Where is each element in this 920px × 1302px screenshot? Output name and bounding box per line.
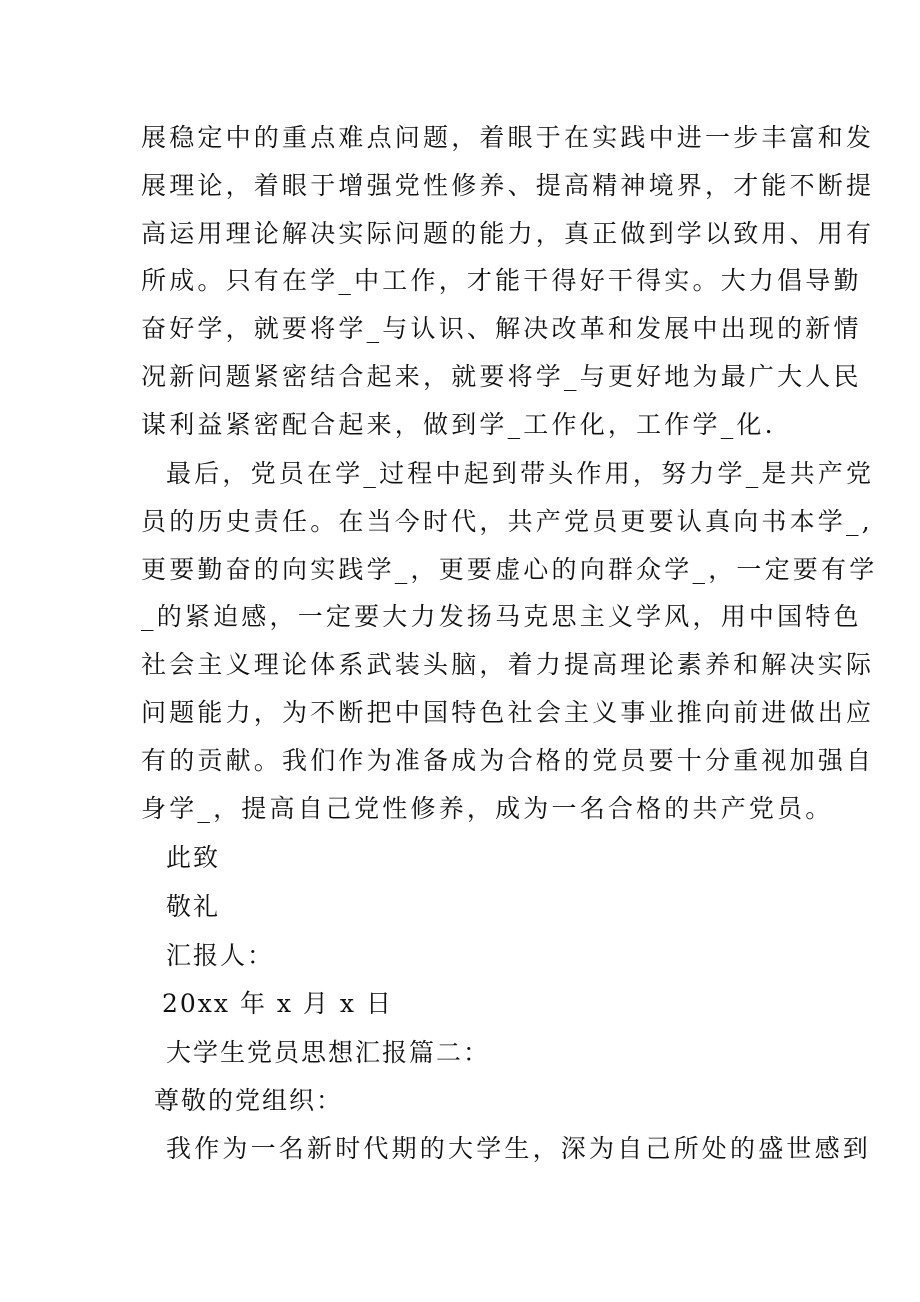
paragraph-1-line-5: 奋好学，就要将学_与认识、解决改革和发展中出现的新情: [141, 314, 862, 343]
paragraph-2-line-1: 最后，党员在学_过程中起到带头作用，努力学_是共产党: [166, 459, 875, 488]
section-title: 大学生党员思想汇报篇二：: [166, 1038, 491, 1067]
paragraph-1-line-3: 高运用理论解决实际问题的能力，真正做到学以致用、用有: [141, 219, 875, 248]
closing-reporter: 汇报人：: [166, 941, 275, 970]
paragraph-3-line-1: 我作为一名新时代期的大学生，深为自己所处的盛世感到: [166, 1134, 872, 1163]
paragraph-1-line-2: 展理论，着眼于增强党性修养、提高精神境界，才能不断提: [141, 171, 875, 200]
closing-date: 20xx 年 x 月 x 日: [162, 989, 393, 1018]
paragraph-2-line-4: _的紧迫感，一定要大力发扬马克思主义学风，用中国特色: [141, 602, 862, 631]
paragraph-2-line-3: 更要勤奋的向实践学_，更要虚心的向群众学_，一定要有学: [141, 555, 878, 584]
paragraph-2-line-2: 员的历史责任。在当今时代，共产党员更要认真向书本学_,: [141, 507, 873, 536]
paragraph-2-line-6: 问题能力，为不断把中国特色社会主义事业推向前进做出应: [141, 698, 875, 727]
paragraph-1-line-6: 况新问题紧密结合起来，就要将学_与更好地为最广大人民: [141, 362, 862, 391]
paragraph-1-line-4: 所成。只有在学_中工作，才能干得好干得实。大力倡导勤: [141, 266, 862, 295]
paragraph-2-line-8: 身学_，提高自己党性修养，成为一名合格的共产党员。: [141, 794, 834, 823]
closing-salutation: 此致: [166, 843, 221, 872]
paragraph-1-line-7: 谋利益紧密配合起来，做到学_工作化，工作学_化.: [141, 410, 776, 439]
paragraph-2-line-7: 有的贡献。我们作为准备成为合格的党员要十分重视加强自: [141, 746, 875, 775]
paragraph-1-line-1: 展稳定中的重点难点问题，着眼于在实践中进一步丰富和发: [141, 123, 875, 152]
paragraph-2-line-5: 社会主义理论体系武装头脑，着力提高理论素养和解决实际: [141, 650, 875, 679]
greeting: 尊敬的党组织：: [154, 1086, 344, 1115]
closing-respect: 敬礼: [166, 892, 221, 921]
